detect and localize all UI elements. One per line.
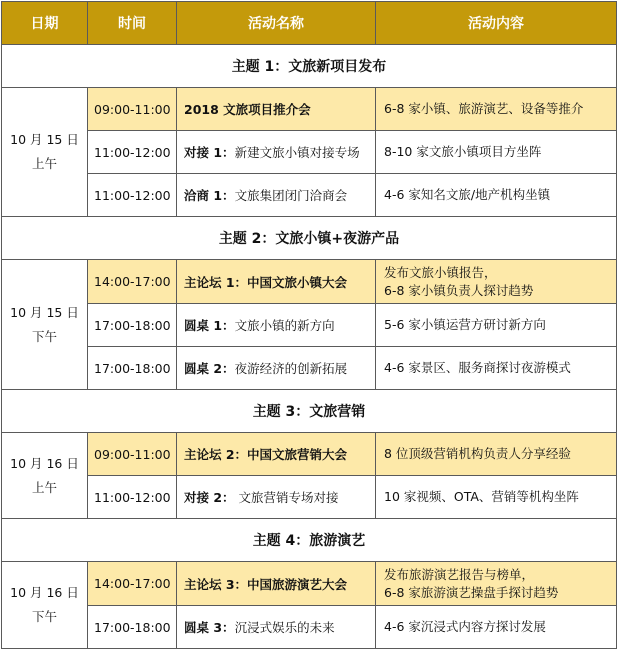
schedule-row [2, 562, 617, 606]
activity-title: 主论坛 1：中国文旅小镇大会 [184, 274, 348, 290]
activity-content-cell [376, 347, 617, 390]
activity-prefix: 圆桌 3： [184, 620, 235, 635]
header-content: 活动内容 [376, 2, 617, 45]
schedule-row [2, 433, 617, 476]
activity-content-line: 5-6 家小镇运营方研讨新方向 [384, 317, 546, 332]
activity-name-cell [177, 131, 376, 174]
time-cell: 11:00-12:00 [88, 476, 177, 519]
activity-prefix: 洽商 1： [184, 188, 235, 203]
theme-title: 主题 3：文旅营销 [2, 390, 617, 433]
time-cell: 14:00-17:00 [88, 562, 177, 606]
header-date: 日期 [2, 2, 88, 45]
activity-content-cell [376, 174, 617, 217]
schedule-row [2, 347, 617, 390]
period-label: 上午 [31, 479, 57, 495]
date-cell [2, 88, 88, 217]
date-cell [2, 433, 88, 519]
activity-content-cell [376, 606, 617, 649]
activity-name-cell [177, 304, 376, 347]
activity-prefix: 圆桌 2： [184, 361, 235, 376]
time-cell: 17:00-18:00 [88, 304, 177, 347]
table-header [2, 2, 617, 45]
period-label: 上午 [31, 156, 57, 171]
schedule-row [2, 88, 617, 131]
theme-title: 主题 2：文旅小镇+夜游产品 [2, 217, 617, 260]
activity-content-line: 发布旅游演艺报告与榜单， [384, 566, 535, 582]
activity-name-cell [177, 260, 376, 304]
activity-content-cell [376, 131, 617, 174]
activity-title: 文旅集团闭门洽商会 [234, 188, 348, 203]
time-cell: 17:00-18:00 [88, 606, 177, 649]
activity-content-cell [376, 260, 617, 304]
time-cell: 11:00-12:00 [88, 131, 177, 174]
activity-title: 新建文旅小镇对接专场 [234, 145, 360, 160]
theme-row [2, 217, 617, 260]
time-cell: 17:00-18:00 [88, 347, 177, 390]
activity-content-line: 4-6 家知名文旅/地产机构坐镇 [384, 187, 551, 202]
activity-content-line: 8 位顶级营销机构负责人分享经验 [384, 446, 571, 461]
date-label: 10 月 15 日 [10, 132, 79, 147]
header-time: 时间 [88, 2, 177, 45]
date-label: 10 月 16 日 [10, 585, 79, 600]
activity-title: 沉浸式娱乐的未来 [234, 620, 335, 635]
activity-content-cell [376, 304, 617, 347]
date-label: 10 月 15 日 [10, 304, 79, 320]
activity-content-line: 4-6 家景区、服务商探讨夜游模式 [384, 360, 571, 375]
activity-title: 夜游经济的创新拓展 [234, 361, 348, 376]
schedule-row [2, 131, 617, 174]
activity-title: 主论坛 3：中国旅游演艺大会 [184, 576, 348, 592]
period-label: 下午 [31, 609, 57, 624]
activity-content-line: 6-8 家旅游演艺操盘手探讨趋势 [384, 584, 559, 600]
date-cell [2, 562, 88, 649]
activity-prefix: 对接 2： [184, 490, 235, 505]
time-cell: 11:00-12:00 [88, 174, 177, 217]
activity-name-cell [177, 88, 376, 131]
theme-row [2, 390, 617, 433]
activity-content-cell [376, 433, 617, 476]
time-cell: 09:00-11:00 [88, 433, 177, 476]
activity-content-line: 8-10 家文旅小镇项目方坐阵 [384, 144, 542, 159]
activity-content-line: 6-8 家小镇、旅游演艺、设备等推介 [384, 101, 584, 116]
time-cell: 09:00-11:00 [88, 88, 177, 131]
activity-name-cell [177, 174, 376, 217]
activity-content-line: 10 家视频、OTA、营销等机构坐阵 [384, 489, 579, 504]
header-name: 活动名称 [177, 2, 376, 45]
activity-name-cell [177, 433, 376, 476]
activity-name-cell [177, 476, 376, 519]
activity-content-cell [376, 476, 617, 519]
activity-content-line: 6-8 家小镇负责人探讨趋势 [384, 282, 534, 298]
activity-title: 文旅小镇的新方向 [234, 318, 335, 333]
time-cell: 14:00-17:00 [88, 260, 177, 304]
date-label: 10 月 16 日 [10, 455, 79, 471]
activity-title: 主论坛 2：中国文旅营销大会 [184, 447, 348, 462]
theme-title: 主题 1：文旅新项目发布 [2, 45, 617, 88]
activity-title: 2018 文旅项目推介会 [184, 102, 311, 117]
activity-content-cell [376, 562, 617, 606]
activity-content-cell [376, 88, 617, 131]
period-label: 下午 [31, 328, 57, 344]
activity-prefix: 圆桌 1： [184, 318, 235, 333]
theme-title: 主题 4：旅游演艺 [2, 519, 617, 562]
theme-row [2, 45, 617, 88]
schedule-table [1, 1, 617, 649]
activity-name-cell [177, 562, 376, 606]
activity-name-cell [177, 606, 376, 649]
schedule-body [2, 45, 617, 649]
theme-row [2, 519, 617, 562]
schedule-row [2, 174, 617, 217]
activity-name-cell [177, 347, 376, 390]
schedule-row [2, 260, 617, 304]
activity-prefix: 对接 1： [184, 145, 235, 160]
date-cell [2, 260, 88, 390]
schedule-row [2, 476, 617, 519]
activity-content-line: 发布文旅小镇报告， [384, 264, 497, 280]
activity-content-line: 4-6 家沉浸式内容方探讨发展 [384, 619, 546, 634]
schedule-row [2, 304, 617, 347]
schedule-row [2, 606, 617, 649]
activity-title: 文旅营销专场对接 [234, 490, 339, 505]
